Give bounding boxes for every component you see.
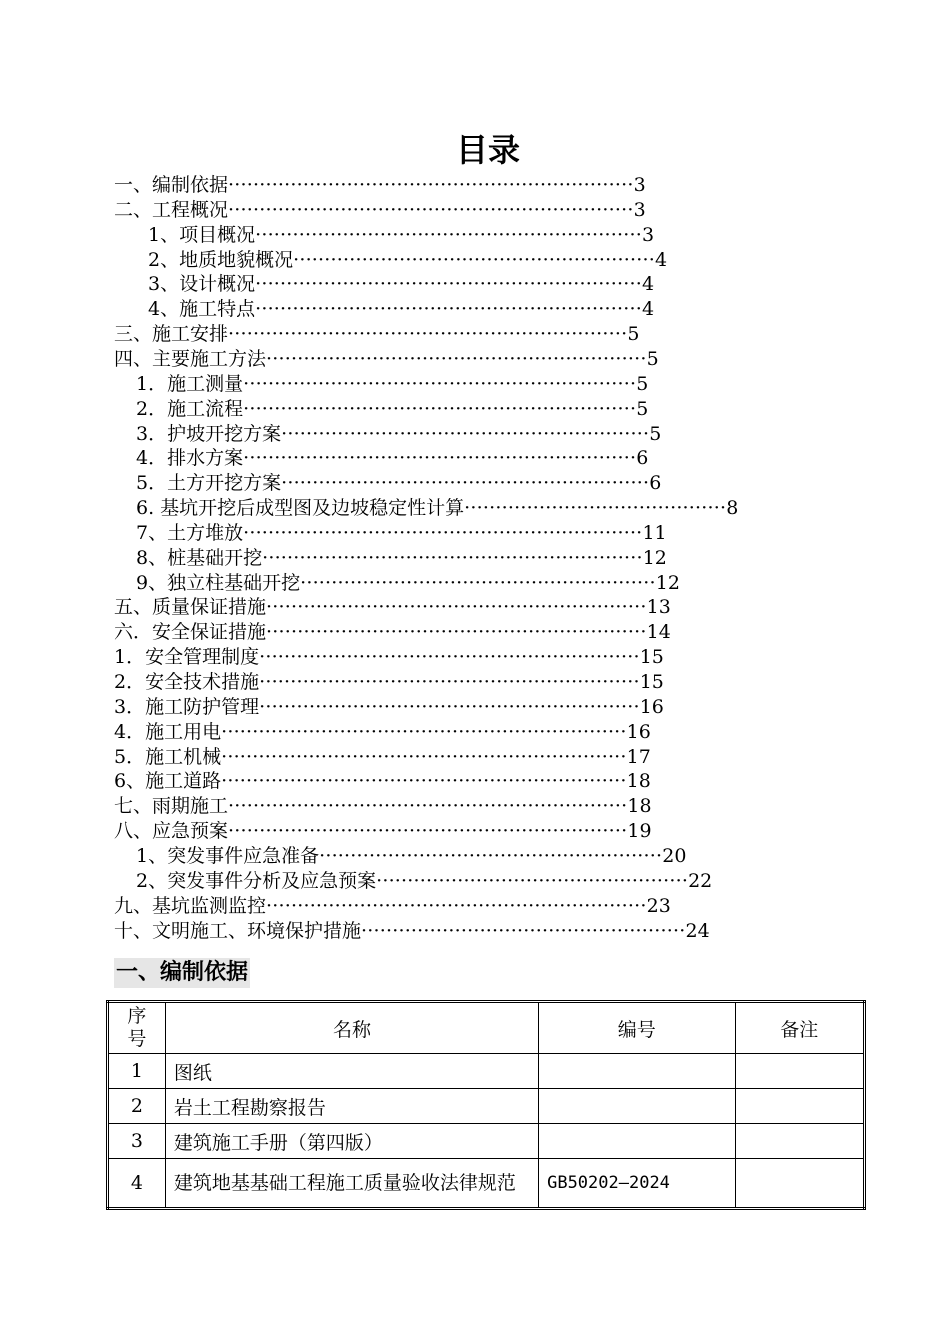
toc-leader-dots: ································································· [228, 174, 634, 196]
header-code: 编号 [539, 1002, 735, 1054]
toc-page-number: 6 [636, 447, 649, 470]
toc-entry[interactable] [114, 670, 664, 695]
toc-leader-dots: ····························································· [259, 646, 640, 669]
toc-leader-dots: ··························································· [281, 472, 650, 495]
toc-page-number: 18 [626, 770, 651, 793]
toc-entry-text: 六．安全保证措施 [114, 621, 267, 644]
toc-entry-text: 2．施工流程 [136, 397, 244, 420]
toc-leader-dots: ······························································· [243, 447, 637, 470]
toc-entry[interactable] [114, 595, 671, 620]
row-index: 1 [108, 1054, 166, 1089]
toc-entry-text: 4．施工用电 [114, 720, 222, 743]
row-code: GB50202—2024 [539, 1159, 735, 1209]
toc-entry[interactable] [148, 223, 654, 248]
toc-entry[interactable] [114, 620, 671, 645]
toc-entry[interactable] [136, 869, 712, 894]
toc-page-number: 15 [639, 646, 664, 669]
toc-leader-dots: ··························································· [281, 422, 650, 445]
row-index: 3 [108, 1124, 166, 1159]
toc-entry[interactable] [136, 397, 648, 422]
toc-entry[interactable] [114, 745, 651, 770]
toc-page-number: 3 [633, 174, 646, 196]
toc-entry-text: 3．施工防护管理 [114, 695, 260, 718]
toc-entry-text: 2．安全技术措施 [114, 671, 260, 693]
table-row [108, 1089, 865, 1124]
toc-page-number: 16 [626, 720, 651, 743]
toc-page-number: 5 [646, 347, 659, 370]
toc-leader-dots: ································································ [228, 820, 628, 843]
toc-entry-text: 二、工程概况 [114, 198, 229, 221]
reference-table [106, 1000, 866, 1210]
toc-entry[interactable] [148, 248, 667, 273]
toc-entry-text: 八、应急预案 [114, 820, 229, 843]
toc-entry-text: 九、基坑监测监控 [114, 894, 267, 917]
toc-leader-dots: ···················································· [361, 919, 686, 942]
toc-leader-dots: ····························································· [259, 671, 640, 693]
toc-page-number: 18 [627, 795, 652, 818]
table-row [108, 1159, 865, 1209]
toc-entry[interactable] [136, 844, 686, 869]
toc-entry[interactable] [114, 645, 664, 670]
toc-entry[interactable] [114, 919, 710, 944]
toc-entry[interactable] [114, 198, 646, 223]
toc-leader-dots: ·················································· [376, 869, 689, 892]
toc-entry-text: 四、主要施工方法 [114, 347, 267, 370]
toc-leader-dots: ······························································· [243, 372, 637, 395]
toc-page-number: 12 [642, 546, 667, 569]
toc-page-number: 19 [627, 820, 652, 843]
toc-entry-text: 1．施工测量 [136, 372, 244, 395]
toc-entry-text: 1．安全管理制度 [114, 646, 260, 669]
row-code [539, 1124, 735, 1159]
toc-leader-dots: ·········································· [464, 497, 727, 520]
toc-entry[interactable] [114, 894, 671, 919]
toc-entry-text: 3．护坡开挖方案 [136, 422, 282, 445]
header-name: 名称 [165, 1002, 538, 1054]
toc-leader-dots: ·························································· [293, 248, 655, 271]
row-index: 2 [108, 1089, 166, 1124]
header-remark: 备注 [735, 1002, 865, 1054]
toc-leader-dots: ····························································· [262, 546, 643, 569]
toc-entry-text: 6、施工道路 [114, 770, 222, 793]
toc-entry-text: 6. 基坑开挖后成型图及边坡稳定性计算 [136, 497, 465, 520]
toc-page-number: 4 [641, 298, 655, 321]
row-name: 图纸 [165, 1054, 538, 1089]
toc-entry[interactable] [136, 422, 661, 447]
toc-leader-dots: ····························································· [266, 894, 647, 917]
toc-leader-dots: ····························································· [266, 347, 647, 370]
toc-leader-dots: ····························································· [259, 695, 640, 718]
section-heading: 一、编制依据 [114, 958, 250, 988]
table-row [108, 1124, 865, 1159]
toc-leader-dots: ································································· [221, 770, 627, 793]
toc-page-number: 20 [662, 844, 687, 867]
row-name: 岩土工程勘察报告 [165, 1089, 538, 1124]
row-remark [735, 1054, 865, 1089]
row-index: 4 [108, 1159, 166, 1209]
toc-page-number: 4 [655, 248, 668, 271]
toc-entry-text: 3、设计概况 [148, 273, 256, 296]
toc-entry[interactable] [114, 720, 651, 745]
row-code [539, 1054, 735, 1089]
toc-entry-text: 5．土方开挖方案 [136, 472, 282, 495]
row-remark [735, 1159, 865, 1209]
toc-entry[interactable] [136, 471, 661, 496]
toc-page-number: 24 [685, 919, 710, 942]
toc-page-number: 5 [636, 372, 649, 395]
toc-entry-text: 1、项目概况 [148, 223, 256, 246]
toc-page-number: 15 [639, 671, 664, 693]
toc-entry[interactable] [148, 272, 654, 297]
toc-page-number: 8 [726, 497, 739, 520]
row-remark [735, 1124, 865, 1159]
toc-leader-dots: ································································· [221, 720, 627, 743]
toc-entry[interactable] [136, 521, 667, 546]
toc-leader-dots: ································································ [243, 521, 643, 544]
toc-page-number: 16 [639, 695, 664, 718]
toc-entry[interactable] [114, 769, 651, 794]
table-row [108, 1054, 865, 1089]
toc-title: 目录 [455, 131, 520, 169]
toc-leader-dots: ····························································· [266, 621, 647, 644]
toc-entry-text: 4、施工特点 [148, 298, 256, 321]
toc-leader-dots: ······························································· [243, 397, 637, 420]
toc-page-number: 13 [646, 596, 671, 619]
toc-page-number: 3 [641, 223, 655, 246]
toc-leader-dots: ······················································· [319, 844, 663, 867]
toc-entry-text: 2、地质地貌概况 [148, 248, 294, 271]
toc-page-number: 11 [642, 521, 667, 544]
toc-page-number: 4 [641, 273, 655, 296]
toc-entry-text: 一、编制依据 [114, 174, 229, 196]
toc-leader-dots: ································································· [228, 198, 634, 221]
toc-page-number: 22 [688, 869, 713, 892]
toc-leader-dots: ························································· [300, 571, 656, 594]
toc-entry[interactable] [114, 347, 659, 372]
toc-entry[interactable] [114, 322, 639, 347]
toc-entry[interactable] [114, 819, 652, 844]
toc-entry[interactable] [114, 794, 652, 819]
toc-leader-dots: ······························································ [255, 273, 642, 296]
toc-entry-text: 1、突发事件应急准备 [136, 844, 320, 867]
row-code [539, 1089, 735, 1124]
row-name: 建筑施工手册（第四版） [165, 1124, 538, 1159]
toc-entry-text: 七、雨期施工 [114, 795, 229, 818]
toc-entry-text: 五、质量保证措施 [114, 596, 267, 619]
toc-entry[interactable] [114, 173, 646, 198]
toc-entry-text: 4．排水方案 [136, 447, 244, 470]
toc-leader-dots: ································································ [228, 795, 628, 818]
toc-page-number: 5 [649, 422, 662, 445]
toc-leader-dots: ································································ [228, 323, 628, 346]
row-remark [735, 1089, 865, 1124]
table-header-row [108, 1002, 865, 1054]
header-index: 序 号 [108, 1002, 166, 1054]
toc-entry-text: 三、施工安排 [114, 323, 229, 346]
toc-entry-text: 十、文明施工、环境保护措施 [114, 919, 362, 942]
toc-entry[interactable] [136, 546, 667, 571]
toc-leader-dots: ······························································ [255, 223, 642, 246]
toc-entry[interactable] [136, 372, 648, 397]
toc-entry[interactable] [136, 446, 648, 471]
toc-page-number: 12 [655, 571, 680, 594]
toc-entry[interactable] [114, 695, 664, 720]
toc-leader-dots: ······························································ [255, 298, 642, 321]
toc-page-number: 6 [649, 472, 662, 495]
toc-page-number: 17 [626, 745, 651, 768]
row-name: 建筑地基基础工程施工质量验收法律规范 [165, 1159, 538, 1209]
toc-page-number: 5 [627, 323, 640, 346]
toc-entry-text: 9、独立柱基础开挖 [136, 571, 301, 594]
toc-leader-dots: ································································· [221, 745, 627, 768]
toc-entry[interactable] [148, 297, 654, 322]
toc-entry-text: 2、突发事件分析及应急预案 [136, 869, 377, 892]
toc-entry-text: 7、土方堆放 [136, 521, 244, 544]
toc-page-number: 5 [636, 397, 649, 420]
toc-leader-dots: ····························································· [266, 596, 647, 619]
toc-entry[interactable] [136, 496, 738, 521]
toc-entry-text: 8、桩基础开挖 [136, 546, 263, 569]
toc-page-number: 3 [633, 198, 646, 221]
toc-page-number: 14 [646, 621, 671, 644]
toc-entry-text: 5．施工机械 [114, 745, 222, 768]
toc-page-number: 23 [646, 894, 671, 917]
toc-entry[interactable] [136, 571, 680, 596]
